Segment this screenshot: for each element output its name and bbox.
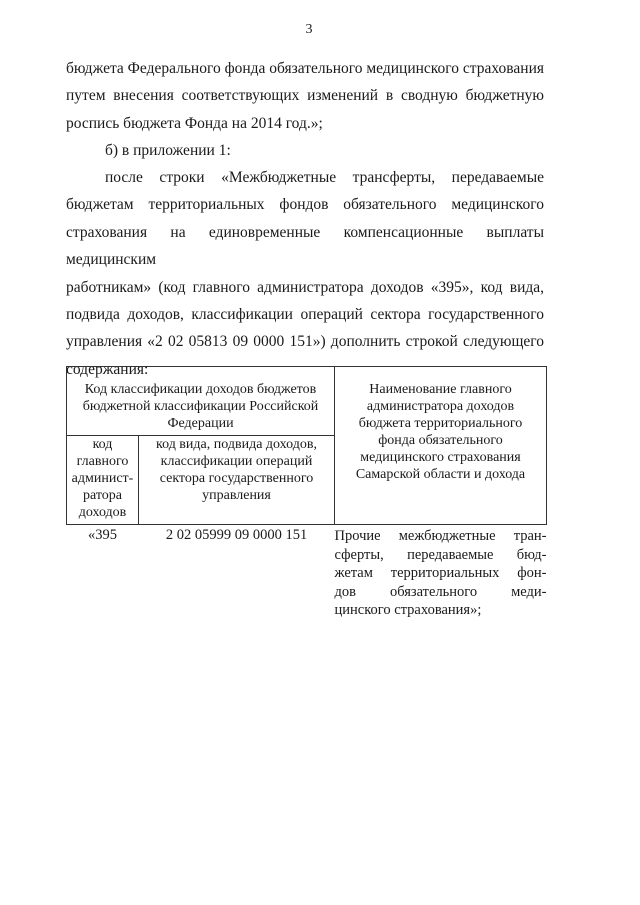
row-income-name-line: цинского страхования»; <box>334 602 482 618</box>
row-type-code: 2 02 05999 09 0000 151 <box>165 527 308 543</box>
header-type-code: код вида, подвида доходов, классификации операций сектора государственного управления <box>139 436 335 525</box>
row-income-name-line: сферты, передаваемые бюд- <box>334 546 547 563</box>
paragraph-appendix-heading: б) в приложении 1: <box>105 142 231 159</box>
header-administrator-name: Наименование главного администратора доходов бюджета территориального фонда обязательного медицинского страхования Самарской области и дохода <box>335 367 547 525</box>
row-income-name-line: жетам территориальных фон- <box>334 565 547 581</box>
paragraph-line: бюджета Федерального фонда обязательного медицинского страхования <box>66 60 544 77</box>
header-classification-group: Код классификации доходов бюджетов бюджетной классификации Российской Федерации <box>67 367 335 436</box>
page-number: 3 <box>305 22 313 37</box>
row-admin-code: «395 <box>88 527 117 543</box>
paragraph-line: подвида доходов, классификации операций сектора государственного <box>66 306 544 324</box>
row-income-name-line: Прочие межбюджетные тран- <box>334 528 547 544</box>
paragraph-line: работникам» (код главного администратора доходов «395», код вида, <box>66 278 544 296</box>
header-admin-code: код главного админист-ратора доходов <box>67 436 139 525</box>
paragraph-line: роспись бюджета Фонда на 2014 год.»; <box>66 114 323 132</box>
paragraph-line: управления «2 02 05813 09 0000 151») дополнить строкой следующего <box>66 333 544 351</box>
table-row <box>67 525 547 620</box>
paragraph-budget-roll <box>66 55 544 137</box>
paragraph-add-row <box>66 164 544 383</box>
row-income-name-line: дов обязательного меди- <box>334 583 547 600</box>
income-code-table <box>66 366 547 620</box>
paragraph-line: путем внесения соответствующих изменений в сводную бюджетную <box>66 87 544 105</box>
row-income-name <box>335 525 547 620</box>
paragraph-line: содержания: <box>66 360 149 378</box>
paragraph-line: страхования на единовременные компенсационные выплаты медицинским <box>66 223 544 269</box>
paragraph-line: бюджетам территориальных фондов обязательного медицинского <box>66 196 544 214</box>
paragraph-line: после строки «Межбюджетные трансферты, передаваемые <box>105 169 544 186</box>
